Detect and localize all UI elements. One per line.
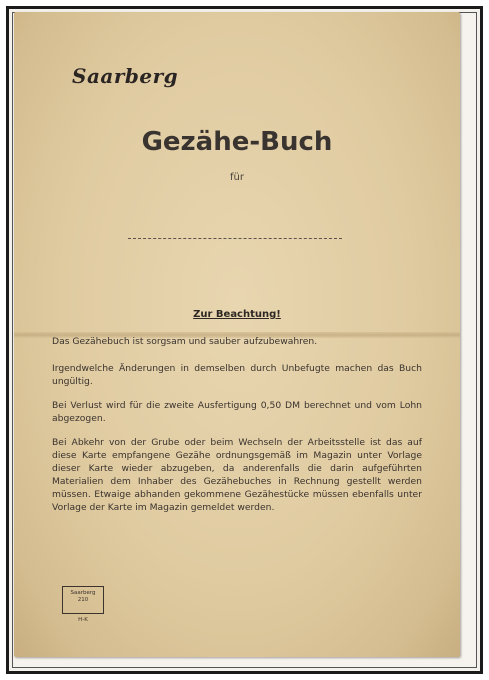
name-entry-line (128, 238, 342, 239)
notice-paragraph-3: Bei Verlust wird für die zweite Ausfertigung 0,50 DM berechnet und vom Lohn abgezogen. (52, 400, 422, 424)
stamp-line-2: 210 (77, 597, 89, 603)
stamp-line-1: Saarberg (70, 590, 96, 596)
document-title: Gezähe-Buch (141, 127, 333, 157)
stamp-code: H-K (78, 617, 88, 623)
notice-paragraph-2: Irgendwelche Änderungen in demselben durch Unbefugte machen das Buch ungültig. (52, 363, 422, 387)
notice-heading: Zur Beachtung! (193, 309, 281, 320)
notice-paragraph-1: Das Gezähebuch ist sorgsam und sauber aufzubewahren. (52, 336, 318, 347)
for-label: für (230, 172, 244, 183)
form-stamp (62, 586, 104, 614)
notice-paragraph-4: Bei Abkehr von der Grube oder beim Wechseln der Arbeitsstelle ist das auf diese Karte empfangene Gezähe ordnungsgemäß im Magazin unter Vorlage dieser Karte wieder abzugeben, da anderenfalls die darin aufgeführten Materialien dem Inhaber des Gezähebuches in Rechnung gestellt werden müssen. Etwaige abhanden gekommene Gezähestücke müssen ebenfalls unter Vorlage der Karte im Magazin gemeldet werden. (52, 437, 422, 513)
brand-logo: Saarberg (72, 64, 179, 88)
booklet-cover (14, 12, 460, 657)
